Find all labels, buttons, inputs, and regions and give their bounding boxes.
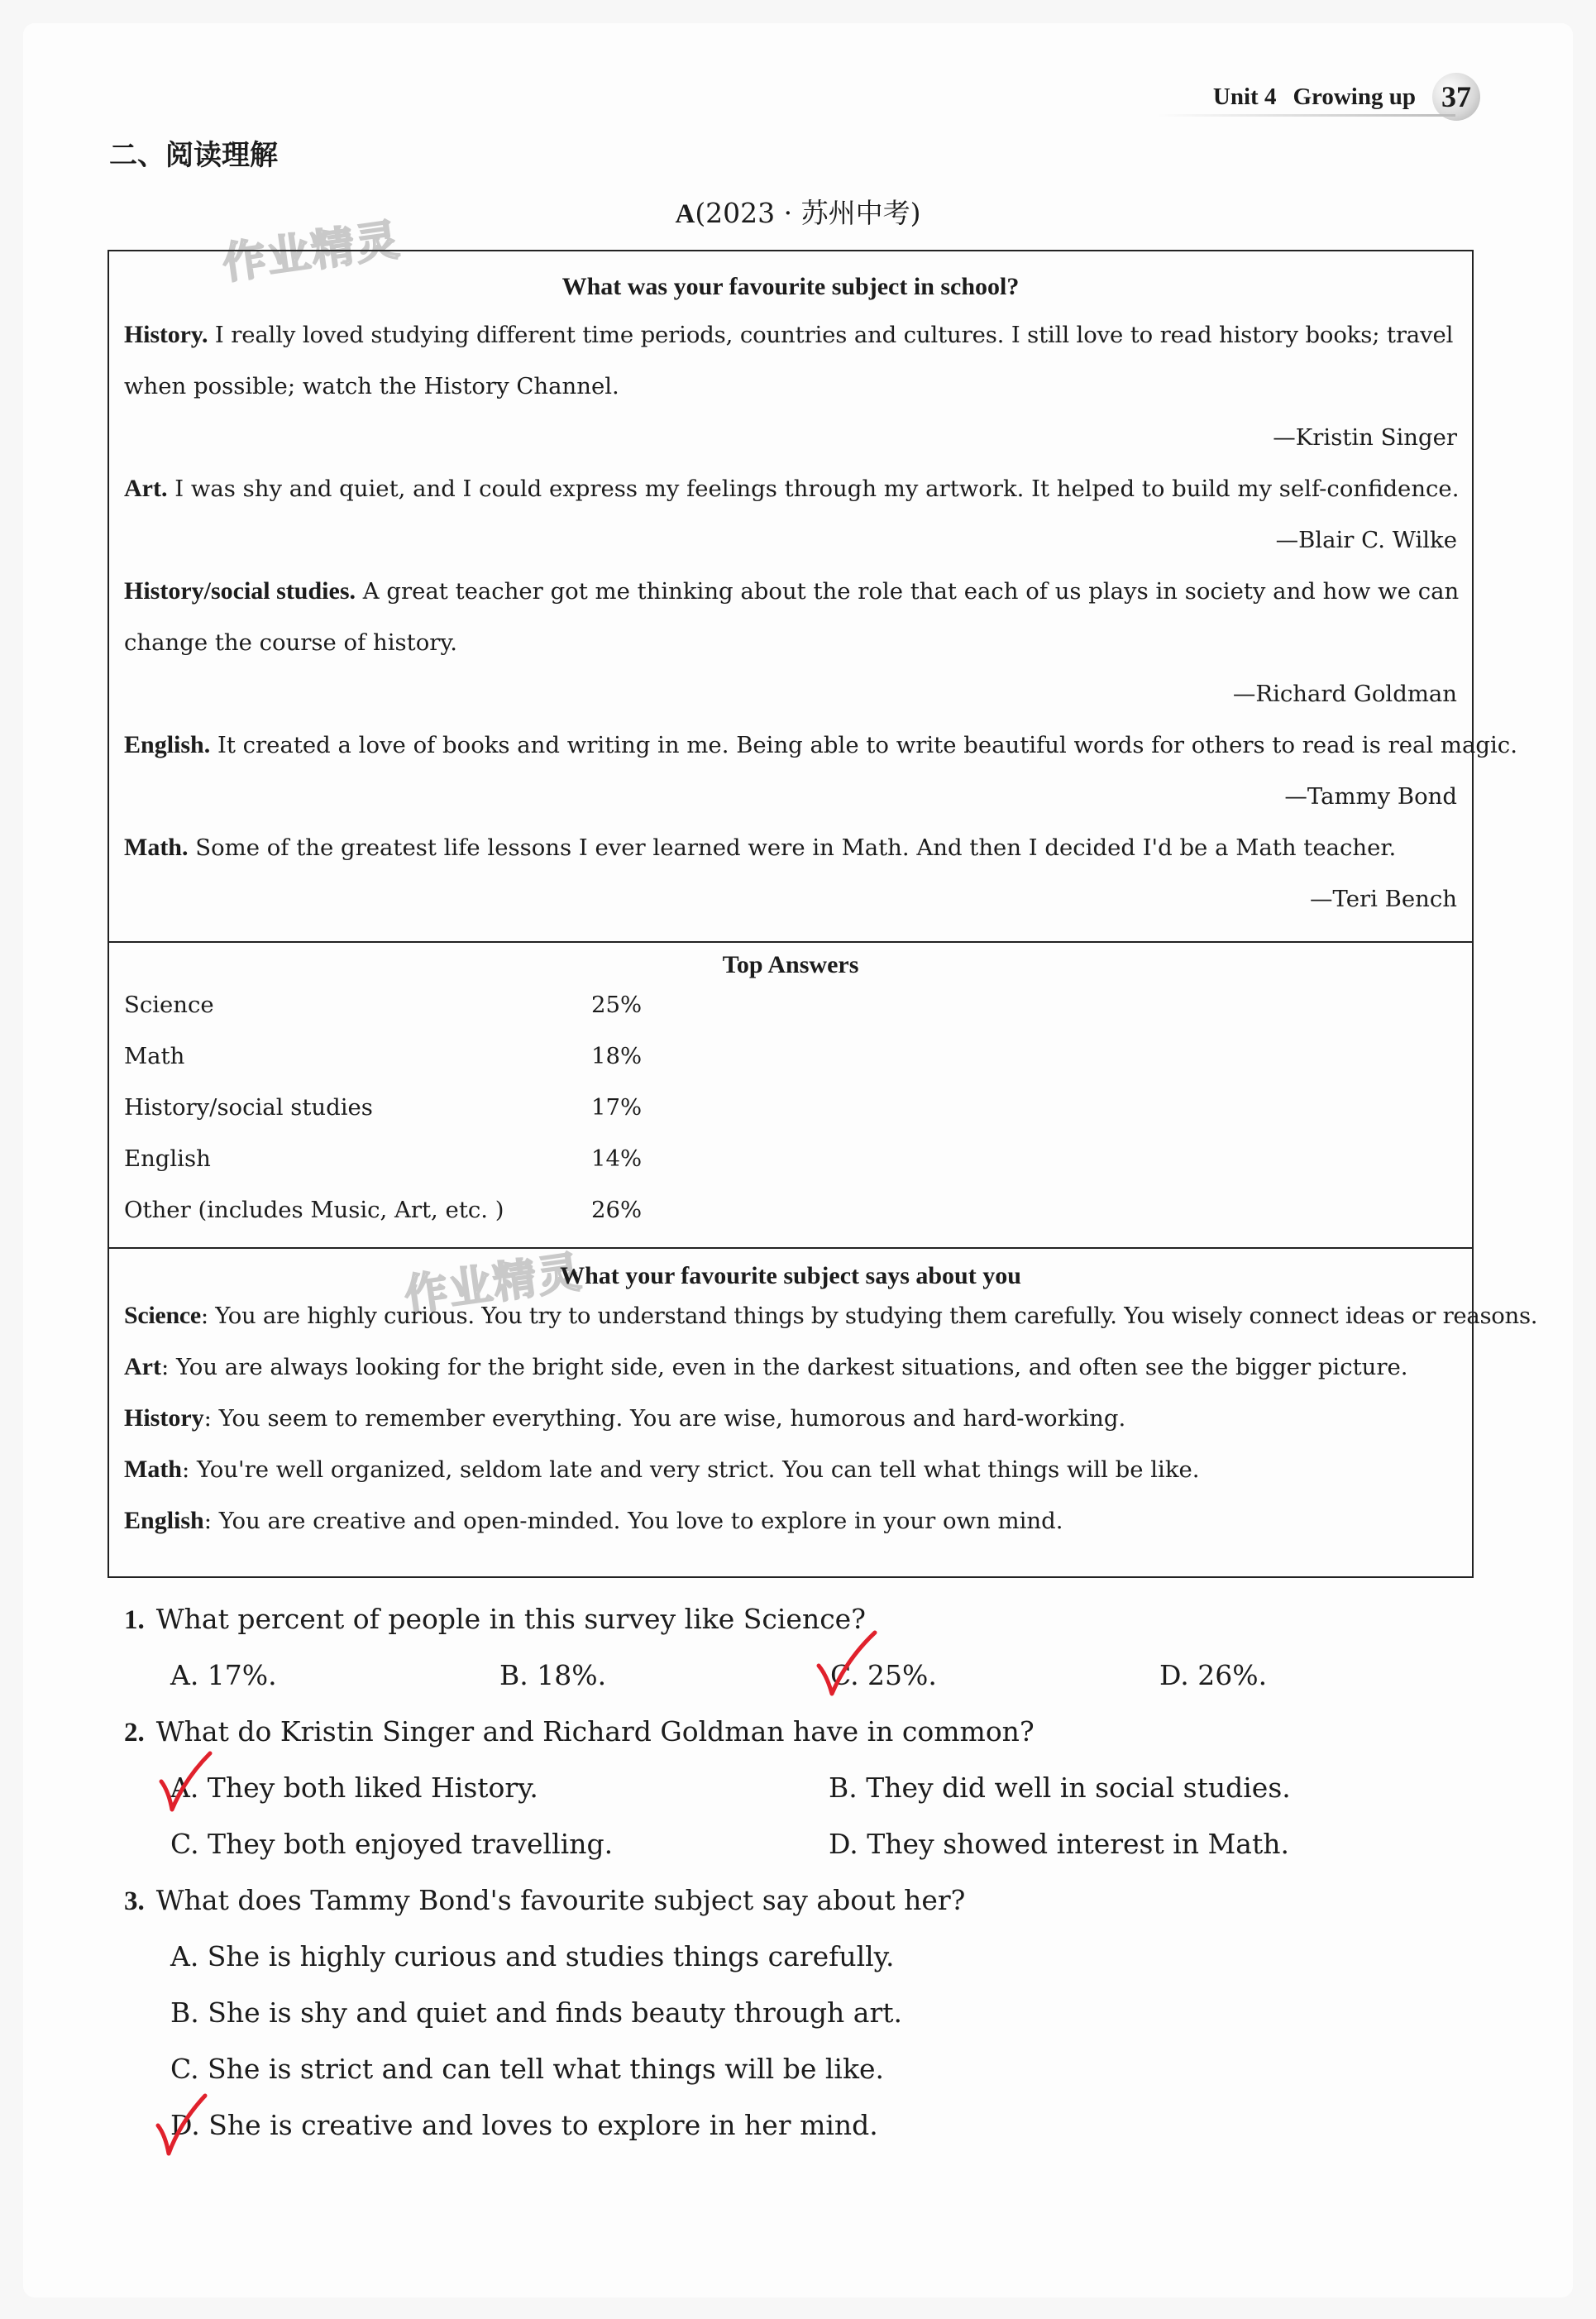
reading-passage-box [108,250,1538,1578]
header-divider [1158,114,1455,117]
entry-text: when possible; watch the History Channel. [124,373,619,399]
meanings-section [109,1249,1538,1578]
entry-author: —Teri Bench [1310,886,1457,912]
question-text: What does Tammy Bond's favourite subject say about her? [155,1884,966,1916]
meaning-subject: History [124,1404,204,1432]
meaning-row: Science: You are highly curious. You try to understand things by studying them carefully. You wisely connect ideas or reasons. [124,1302,1538,1329]
unit-title: Growing up [1293,83,1416,110]
question-text: What percent of people in this survey like Science? [155,1603,866,1635]
meaning-subject: Art [124,1353,161,1380]
check-mark-icon [814,1629,880,1704]
answer-subject: Science [124,992,214,1018]
meanings-heading: What your favourite subject says about you [560,1262,1021,1289]
meaning-subject: English [124,1507,204,1534]
passage-letter: A [675,199,695,229]
option-2a[interactable]: A. They both liked History. [170,1772,538,1804]
answer-subject: Math [124,1043,185,1069]
answer-row [124,1082,1457,1133]
meaning-subject: Science [124,1302,201,1329]
answer-percent: 25% [591,992,643,1018]
option-1b[interactable]: B. 18%. [499,1659,607,1691]
option-1c[interactable]: C. 25%. [830,1659,937,1691]
entry-subject: History. [124,321,208,348]
page-number-badge: 37 [1432,73,1480,121]
entry-subject: Math. [124,834,189,861]
entry-subject: English. [124,731,211,758]
top-answers-heading: Top Answers [722,951,859,978]
entry-text: change the course of history. [124,629,458,656]
check-mark-icon [154,2092,212,2159]
entry-author: —Tammy Bond [1284,783,1457,810]
option-2b[interactable]: B. They did well in social studies. [829,1772,1291,1804]
answer-row [124,1133,1457,1184]
entry-author: —Richard Goldman [1232,681,1457,707]
passage-title [0,192,1596,231]
answer-subject: English [124,1145,211,1172]
answer-percent: 14% [591,1145,643,1172]
entry-text: English. It created a love of books and writing in me. Being able to write beautiful words for others to read is real magic. [124,731,1517,758]
top-answers-section [109,943,1472,1249]
entry-text: Art. I was shy and quiet, and I could express my feelings through my artwork. It helped to build my self-confidence. [124,475,1460,502]
option-3c[interactable]: C. She is strict and can tell what things will be like. [170,2053,884,2085]
answer-row [124,979,1457,1030]
check-mark-icon [157,1750,215,1816]
question-text: What do Kristin Singer and Richard Goldman have in common? [155,1715,1035,1748]
answer-percent: 17% [591,1094,643,1121]
watermark: 作业精灵 [401,1247,585,1322]
option-1d[interactable]: D. 26%. [1159,1659,1268,1691]
section-title: 二、阅读理解 [109,139,278,172]
option-3d[interactable]: D. She is creative and loves to explore in her mind. [170,2109,878,2141]
entry-author: —Blair C. Wilke [1275,527,1457,553]
answer-subject: Other (includes Music, Art, etc. ) [124,1197,504,1223]
option-3b[interactable]: B. She is shy and quiet and finds beauty through art. [170,1996,902,2029]
passage-source: (2023 · 苏州中考) [695,197,921,229]
answer-row [124,1184,1457,1236]
unit-label: Unit 4 [1212,83,1277,110]
meaning-row: History: You seem to remember everything. You are wise, humorous and hard-working. [124,1404,1126,1432]
question-1: 1. What percent of people in this survey like Science? [124,1603,866,1635]
option-1a[interactable]: A. 17%. [170,1659,277,1691]
survey-heading: What was your favourite subject in school? [561,273,1020,300]
watermark: 作业精灵 [219,215,404,289]
entry-text: Math. Some of the greatest life lessons I ever learned were in Math. And then I decided I'd be a Math teacher. [124,834,1397,861]
question-2: 2. What do Kristin Singer and Richard Goldman have in common? [124,1715,1035,1748]
answer-row [124,1030,1457,1082]
answer-subject: History/social studies [124,1094,373,1121]
option-2c[interactable]: C. They both enjoyed travelling. [170,1828,614,1860]
question-3: 3. What does Tammy Bond's favourite subject say about her? [124,1884,966,1916]
option-3a[interactable]: A. She is highly curious and studies things carefully. [170,1940,895,1972]
option-2d[interactable]: D. They showed interest in Math. [829,1828,1289,1860]
meaning-row: Math: You're well organized, seldom late and very strict. You can tell what things will be like. [124,1456,1200,1483]
answer-percent: 26% [591,1197,643,1223]
entry-text: History. I really loved studying different time periods, countries and cultures. I still love to read history books; travel [124,321,1454,348]
entry-author: —Kristin Singer [1273,424,1457,451]
meaning-subject: Math [124,1456,182,1483]
entry-subject: History/social studies. [124,577,356,605]
meaning-row: English: You are creative and open-minded. You love to explore in your own mind. [124,1507,1063,1534]
survey-section [109,251,1517,943]
meaning-row: Art: You are always looking for the bright side, even in the darkest situations, and often see the bigger picture. [124,1353,1408,1380]
entry-subject: Art. [124,475,168,502]
entry-text: History/social studies. A great teacher got me thinking about the role that each of us plays in society and how we can [124,577,1460,605]
answer-percent: 18% [591,1043,643,1069]
